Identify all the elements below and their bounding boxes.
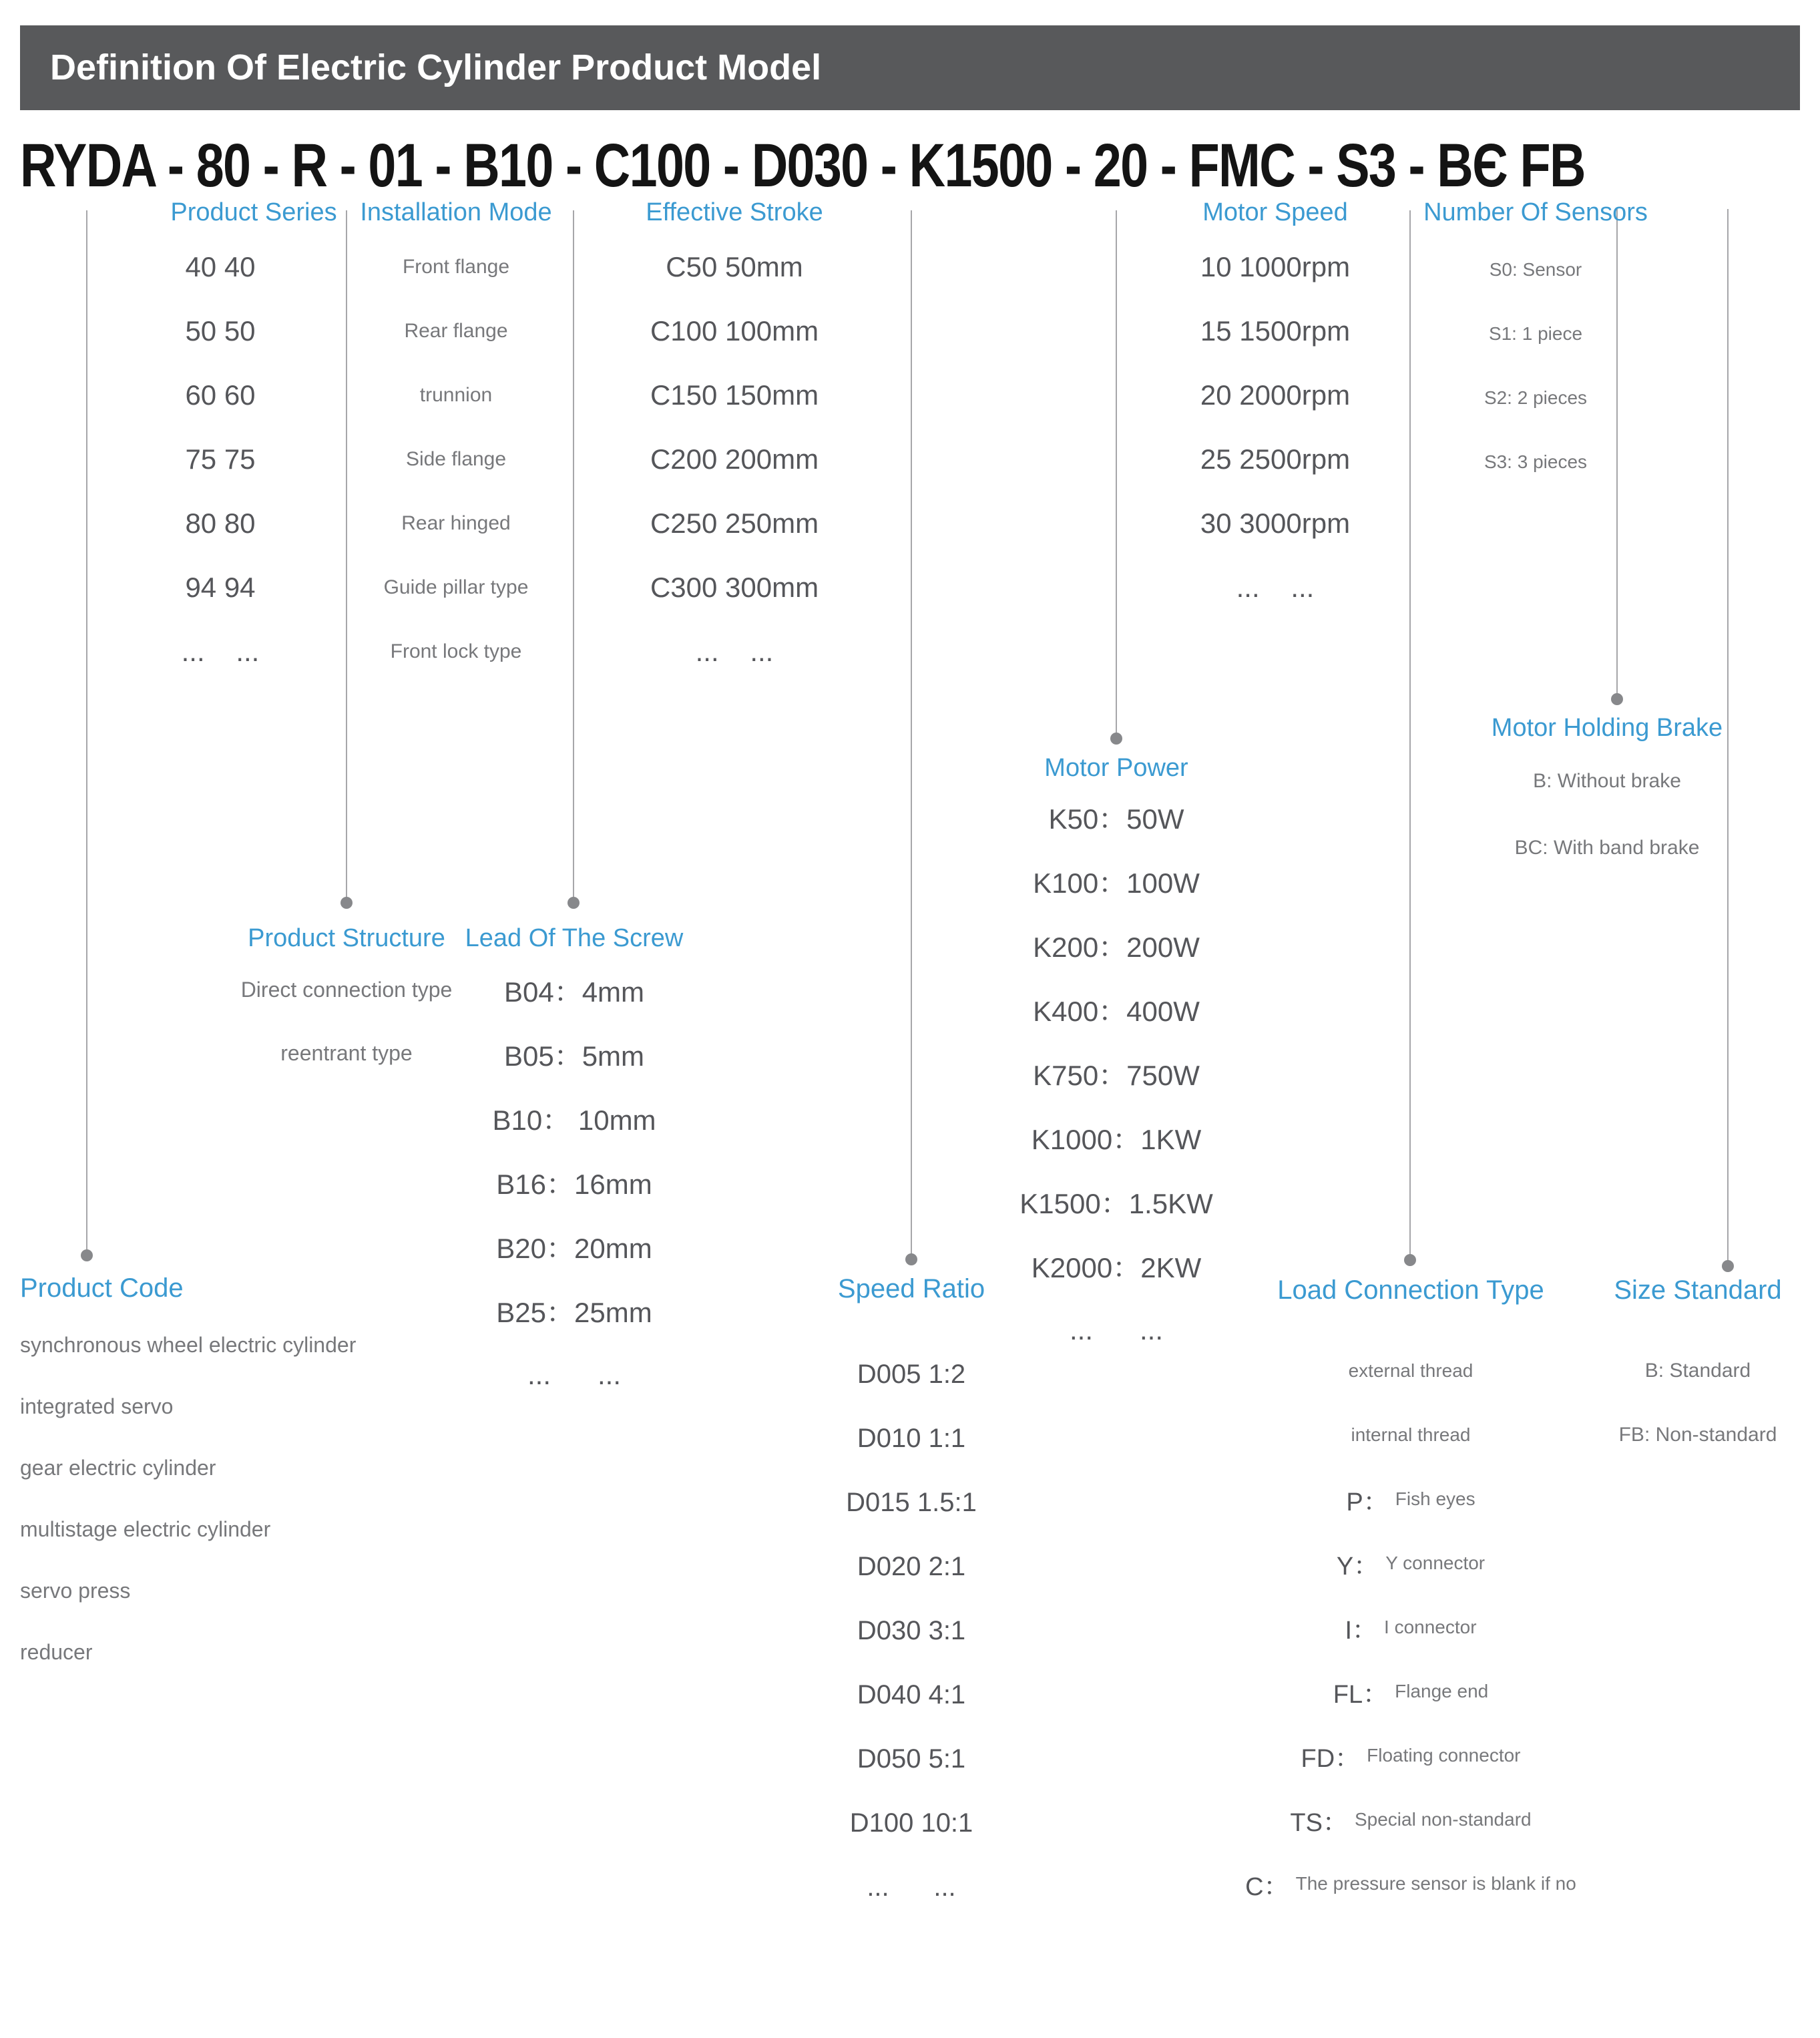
speed-ratio-item: D005 1:2 bbox=[857, 1359, 966, 1389]
product-code-item: synchronous wheel electric cylinder bbox=[20, 1332, 357, 1357]
product-series-item: 60 60 bbox=[185, 379, 256, 411]
load-connection-type-item-desc: external thread bbox=[1348, 1360, 1473, 1381]
speed-ratio-item: D040 4:1 bbox=[857, 1679, 966, 1709]
leader-line-product-code bbox=[86, 210, 87, 1255]
size-standard-list bbox=[1578, 1339, 1818, 1467]
motor-power-item: K1000：1KW bbox=[1031, 1124, 1202, 1155]
product-structure-item: reentrant type bbox=[280, 1041, 413, 1065]
effective-stroke-item: C150 150mm bbox=[650, 379, 819, 411]
motor-speed-item: 25 2500rpm bbox=[1200, 443, 1351, 475]
load-connection-type-item bbox=[1277, 1403, 1544, 1467]
motor-holding-brake-label: Motor Holding Brake bbox=[1491, 714, 1723, 742]
speed-ratio-item: D100 10:1 bbox=[849, 1808, 973, 1838]
product-series-item: 75 75 bbox=[185, 443, 256, 475]
product-structure-label: Product Structure bbox=[248, 924, 445, 952]
motor-power-label: Motor Power bbox=[1044, 754, 1188, 782]
number-of-sensors-item: S2: 2 pieces bbox=[1484, 387, 1588, 408]
effective-stroke-item: C250 250mm bbox=[650, 507, 819, 539]
product-series-item: 80 80 bbox=[185, 507, 256, 539]
installation-mode-list bbox=[347, 235, 565, 684]
product-code-item: multistage electric cylinder bbox=[20, 1516, 271, 1541]
motor-power-item: K50：50W bbox=[1048, 803, 1184, 835]
load-connection-type-item bbox=[1277, 1339, 1544, 1403]
motor-speed-item: ... ... bbox=[1236, 572, 1315, 603]
installation-mode-item: trunnion bbox=[419, 384, 493, 406]
motor-power-item: K200：200W bbox=[1033, 932, 1200, 963]
motor-power-item: K1500：1.5KW bbox=[1019, 1188, 1213, 1219]
product-code-item: integrated servo bbox=[20, 1394, 174, 1418]
size-standard-label: Size Standard bbox=[1614, 1275, 1782, 1305]
load-connection-type-item-code: I： bbox=[1345, 1616, 1378, 1645]
product-series-item: 94 94 bbox=[185, 572, 256, 603]
number-of-sensors-item: S3: 3 pieces bbox=[1484, 451, 1588, 472]
load-connection-type-item bbox=[1277, 1659, 1544, 1723]
speed-ratio-list bbox=[791, 1342, 1032, 1919]
installation-mode-item: Rear flange bbox=[404, 320, 508, 342]
leader-line-motor-power bbox=[1116, 210, 1117, 739]
speed-ratio-item: D050 5:1 bbox=[857, 1744, 966, 1774]
model-code: RYDA - 80 - R - 01 - B10 - C100 - D030 - K1500 - 20 - FMC - S3 - BЄ FB bbox=[20, 132, 1585, 200]
load-connection-type-item-desc: I connector bbox=[1384, 1617, 1477, 1637]
load-connection-type-item-code: C： bbox=[1245, 1872, 1289, 1901]
load-connection-type-item-desc: The pressure sensor is blank if no bbox=[1295, 1873, 1576, 1894]
effective-stroke-item: C200 200mm bbox=[650, 443, 819, 475]
motor-holding-brake-item: BC: With band brake bbox=[1514, 837, 1700, 859]
lead-of-the-screw-item: B16：16mm bbox=[496, 1169, 652, 1200]
motor-speed-label: Motor Speed bbox=[1202, 198, 1348, 226]
load-connection-type-item bbox=[1245, 1852, 1576, 1916]
lead-of-the-screw-item: B10： 10mm bbox=[492, 1104, 656, 1136]
lead-of-the-screw-item: B04：4mm bbox=[503, 976, 645, 1008]
effective-stroke-label: Effective Stroke bbox=[646, 198, 823, 226]
load-connection-type-item-desc: Flange end bbox=[1395, 1681, 1489, 1701]
load-connection-type-item-code: FL： bbox=[1333, 1680, 1389, 1709]
load-connection-type-item-code: FD： bbox=[1301, 1744, 1361, 1773]
product-code-item: reducer bbox=[20, 1639, 93, 1664]
lead-of-the-screw-label: Lead Of The Screw bbox=[465, 924, 684, 952]
motor-holding-brake-item: B: Without brake bbox=[1533, 770, 1681, 792]
number-of-sensors-item: S1: 1 piece bbox=[1488, 323, 1583, 344]
product-series-label: Product Series bbox=[170, 198, 337, 226]
load-connection-type-item-code: TS： bbox=[1290, 1808, 1348, 1837]
lead-of-the-screw-item: B20：20mm bbox=[496, 1233, 652, 1264]
load-connection-type-item-desc: Special non-standard bbox=[1354, 1809, 1532, 1830]
leader-line-load-connection bbox=[1409, 210, 1411, 1260]
load-connection-type-item bbox=[1277, 1595, 1544, 1659]
motor-power-item: K750：750W bbox=[1033, 1060, 1200, 1091]
load-connection-type-item-desc: Fish eyes bbox=[1395, 1488, 1475, 1509]
installation-mode-item: Front flange bbox=[402, 256, 510, 278]
load-connection-type-item bbox=[1277, 1788, 1544, 1852]
load-connection-type-list bbox=[1245, 1339, 1576, 1916]
motor-power-item: ... ... bbox=[1069, 1314, 1164, 1346]
load-connection-type-item bbox=[1277, 1531, 1544, 1595]
lead-of-the-screw-item: B05：5mm bbox=[503, 1040, 645, 1072]
installation-mode-item: Side flange bbox=[405, 448, 507, 470]
product-series-item: 40 40 bbox=[185, 251, 256, 282]
motor-speed-item: 30 3000rpm bbox=[1200, 507, 1351, 539]
product-series-item: 50 50 bbox=[185, 315, 256, 347]
motor-power-item: K400：400W bbox=[1033, 996, 1200, 1027]
header-bar bbox=[20, 25, 1800, 110]
installation-mode-item: Rear hinged bbox=[401, 512, 511, 534]
product-structure-item: Direct connection type bbox=[240, 978, 453, 1002]
product-code-label: Product Code bbox=[20, 1273, 184, 1303]
speed-ratio-item: ... ... bbox=[867, 1872, 956, 1902]
load-connection-type-item-desc: Floating connector bbox=[1367, 1745, 1521, 1766]
load-connection-type-item bbox=[1277, 1723, 1544, 1788]
speed-ratio-label: Speed Ratio bbox=[837, 1274, 985, 1303]
effective-stroke-item: C100 100mm bbox=[650, 315, 819, 347]
number-of-sensors-item: S0: Sensor bbox=[1489, 259, 1582, 280]
motor-speed-item: 20 2000rpm bbox=[1200, 379, 1351, 411]
size-standard-item: B: Standard bbox=[1644, 1360, 1751, 1382]
motor-power-item: K100：100W bbox=[1033, 867, 1200, 899]
speed-ratio-item: D010 1:1 bbox=[857, 1423, 966, 1453]
effective-stroke-item: ... ... bbox=[695, 636, 774, 667]
effective-stroke-list bbox=[626, 235, 843, 684]
effective-stroke-item: C50 50mm bbox=[666, 251, 803, 282]
speed-ratio-item: D020 2:1 bbox=[857, 1551, 966, 1581]
load-connection-type-item-code: P： bbox=[1346, 1488, 1389, 1516]
effective-stroke-item: C300 300mm bbox=[650, 572, 819, 603]
installation-mode-label: Installation Mode bbox=[360, 198, 552, 226]
product-series-item: ... ... bbox=[181, 636, 260, 667]
page-title: Definition Of Electric Cylinder Product Model bbox=[50, 47, 822, 87]
load-connection-type-item-code: Y： bbox=[1336, 1552, 1379, 1581]
motor-speed-item: 10 1000rpm bbox=[1200, 251, 1351, 282]
motor-power-list bbox=[996, 785, 1236, 1362]
load-connection-type-label: Load Connection Type bbox=[1277, 1275, 1544, 1305]
load-connection-type-item-desc: Y connector bbox=[1385, 1553, 1486, 1573]
installation-mode-item: Guide pillar type bbox=[383, 576, 529, 598]
motor-holding-brake-list bbox=[1473, 748, 1741, 881]
product-code-list bbox=[20, 1314, 527, 1683]
leader-line-speed-ratio bbox=[911, 210, 912, 1259]
installation-mode-item: Front lock type bbox=[390, 640, 522, 662]
motor-power-item: K2000：2KW bbox=[1031, 1252, 1202, 1283]
lead-of-the-screw-item: B25：25mm bbox=[496, 1297, 652, 1328]
motor-speed-item: 15 1500rpm bbox=[1200, 315, 1351, 347]
product-structure-list bbox=[213, 958, 480, 1085]
number-of-sensors-label: Number Of Sensors bbox=[1423, 198, 1648, 226]
load-connection-type-item bbox=[1277, 1467, 1544, 1531]
speed-ratio-item: D015 1.5:1 bbox=[846, 1487, 977, 1517]
speed-ratio-item: D030 3:1 bbox=[857, 1615, 966, 1645]
number-of-sensors-list bbox=[1417, 238, 1654, 494]
leader-line-size-standard bbox=[1727, 209, 1729, 1266]
product-code-item: gear electric cylinder bbox=[20, 1455, 216, 1480]
motor-speed-list bbox=[1167, 235, 1383, 620]
product-series-list bbox=[112, 235, 328, 684]
size-standard-item: FB: Non-standard bbox=[1618, 1424, 1777, 1446]
product-code-item: servo press bbox=[20, 1578, 131, 1603]
load-connection-type-item-desc: internal thread bbox=[1351, 1424, 1471, 1445]
lead-of-the-screw-item: ... ... bbox=[527, 1359, 622, 1390]
leader-line-lead-of-the-screw bbox=[573, 210, 574, 903]
